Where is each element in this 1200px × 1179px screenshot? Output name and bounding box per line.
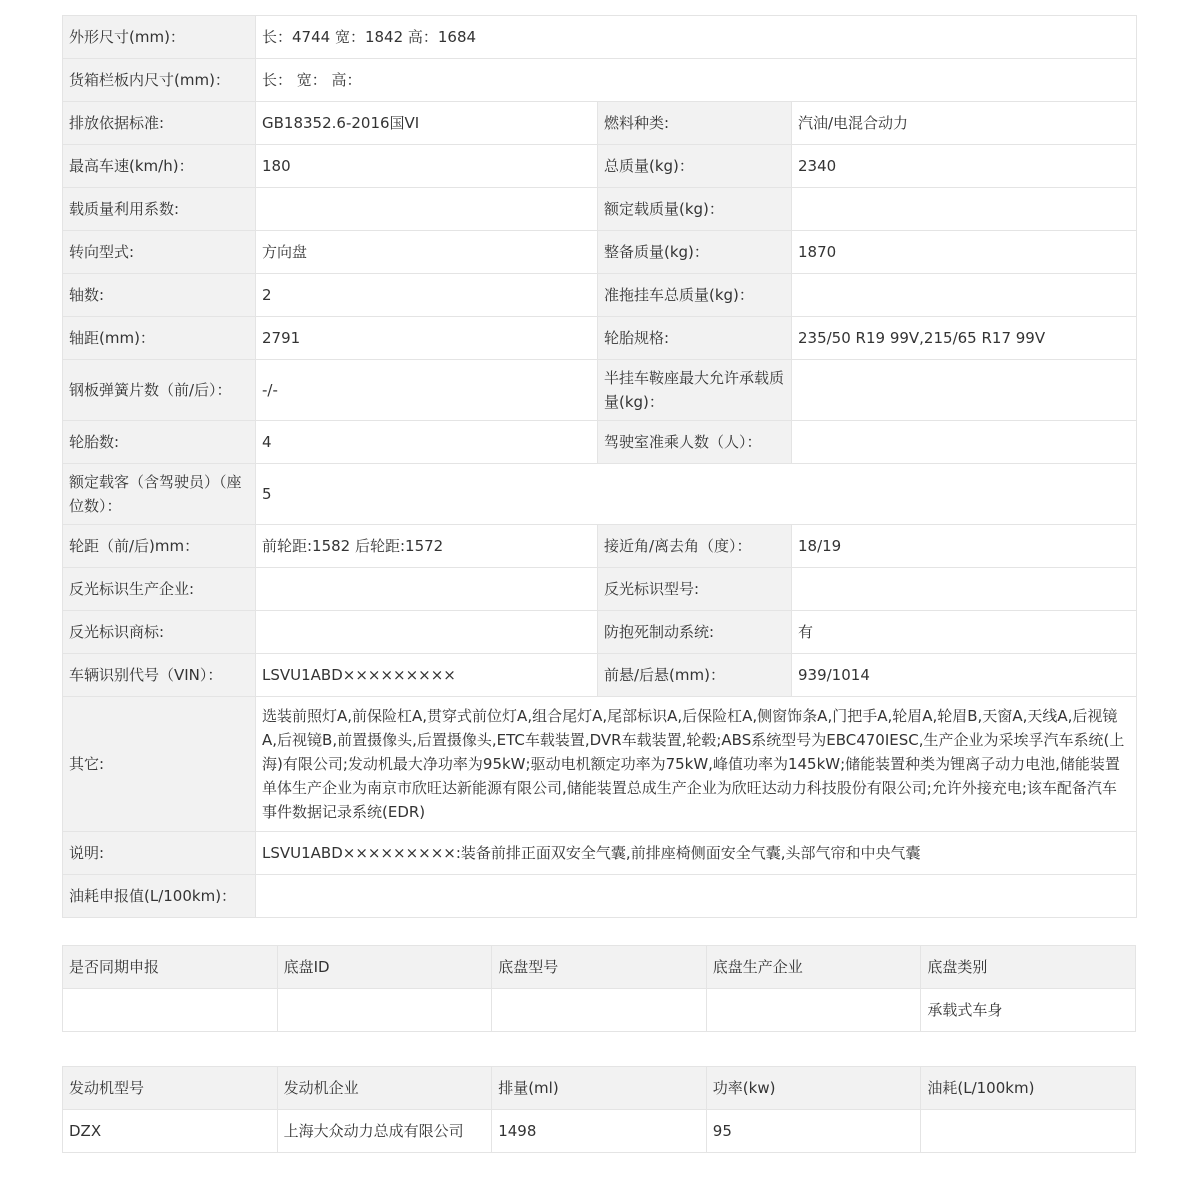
- spec-value: 2791: [256, 317, 598, 360]
- spec-row: [63, 568, 1137, 611]
- spec-label: 半挂车鞍座最大允许承载质量(kg)：: [598, 360, 792, 421]
- spec-value: 方向盘: [256, 231, 598, 274]
- column-header: 底盘ID: [277, 946, 492, 989]
- spec-value: [256, 568, 598, 611]
- table-cell: [706, 989, 921, 1032]
- spec-label: 前悬/后悬(mm)：: [598, 654, 792, 697]
- spec-label: 载质量利用系数:: [63, 188, 256, 231]
- table-row: [63, 1110, 1136, 1153]
- spec-value: [792, 188, 1137, 231]
- spec-value: 180: [256, 145, 598, 188]
- spec-row-seats: [63, 464, 1137, 525]
- spec-row: [63, 360, 1137, 421]
- column-header: 功率(kw): [706, 1067, 921, 1110]
- spec-row-cargo-box: [63, 59, 1137, 102]
- spec-label: 排放依据标准:: [63, 102, 256, 145]
- spec-value: 2340: [792, 145, 1137, 188]
- spec-value: 4: [256, 421, 598, 464]
- engine-table: [62, 1066, 1136, 1153]
- table-cell: 承载式车身: [921, 989, 1136, 1032]
- spec-row: [63, 611, 1137, 654]
- spec-value: [256, 875, 1137, 918]
- spec-value: 939/1014: [792, 654, 1137, 697]
- column-header: 底盘类别: [921, 946, 1136, 989]
- spec-value: 5: [256, 464, 1137, 525]
- spec-row-dimensions: [63, 16, 1137, 59]
- spec-label: 油耗申报值(L/100km)：: [63, 875, 256, 918]
- spec-value: LSVU1ABD×××××××××: [256, 654, 598, 697]
- spec-label: 反光标识生产企业:: [63, 568, 256, 611]
- spec-value: [256, 188, 598, 231]
- column-header: 发动机型号: [63, 1067, 278, 1110]
- spec-value: -/-: [256, 360, 598, 421]
- spec-row-other: [63, 697, 1137, 832]
- table-cell: 上海大众动力总成有限公司: [277, 1110, 492, 1153]
- spec-label: 轮胎规格:: [598, 317, 792, 360]
- spec-row: [63, 525, 1137, 568]
- column-header: 发动机企业: [277, 1067, 492, 1110]
- spec-row: [63, 317, 1137, 360]
- spec-value: [792, 274, 1137, 317]
- spec-value: [256, 611, 598, 654]
- spec-label: 总质量(kg)：: [598, 145, 792, 188]
- spec-value: [792, 568, 1137, 611]
- spec-label: 钢板弹簧片数（前/后）：: [63, 360, 256, 421]
- spec-value: 235/50 R19 99V,215/65 R17 99V: [792, 317, 1137, 360]
- spec-row: [63, 421, 1137, 464]
- table-cell: DZX: [63, 1110, 278, 1153]
- spec-label: 转向型式:: [63, 231, 256, 274]
- spec-label: 最高车速(km/h)：: [63, 145, 256, 188]
- column-header: 是否同期申报: [63, 946, 278, 989]
- table-cell: [277, 989, 492, 1032]
- table-cell: [921, 1110, 1136, 1153]
- spec-row: [63, 145, 1137, 188]
- spec-label: 额定载客（含驾驶员）（座位数）：: [63, 464, 256, 525]
- spec-value: 前轮距:1582 后轮距:1572: [256, 525, 598, 568]
- column-header: 油耗(L/100km): [921, 1067, 1136, 1110]
- spec-row: [63, 102, 1137, 145]
- spec-label: 反光标识商标:: [63, 611, 256, 654]
- spec-value: LSVU1ABD×××××××××:装备前排正面双安全气囊,前排座椅侧面安全气囊,头部气帘和中央气囊: [256, 832, 1137, 875]
- spec-value: 长：4744 宽：1842 高：1684: [256, 16, 1137, 59]
- spec-row-note: [63, 832, 1137, 875]
- table-cell: [492, 989, 707, 1032]
- spec-label: 外形尺寸(mm)：: [63, 16, 256, 59]
- table-cell: 95: [706, 1110, 921, 1153]
- spec-value: 汽油/电混合动力: [792, 102, 1137, 145]
- spec-label: 货箱栏板内尺寸(mm)：: [63, 59, 256, 102]
- spec-label: 整备质量(kg)：: [598, 231, 792, 274]
- table-row: [63, 989, 1136, 1032]
- column-header: 底盘型号: [492, 946, 707, 989]
- table-cell: 1498: [492, 1110, 707, 1153]
- table-header-row: [63, 946, 1136, 989]
- spec-label: 燃料种类:: [598, 102, 792, 145]
- spec-value: [792, 421, 1137, 464]
- spec-label: 反光标识型号:: [598, 568, 792, 611]
- spec-label: 轮距（前/后)mm：: [63, 525, 256, 568]
- spec-label: 轴数:: [63, 274, 256, 317]
- spec-label: 接近角/离去角（度）：: [598, 525, 792, 568]
- spec-label: 准拖挂车总质量(kg)：: [598, 274, 792, 317]
- spec-value: 2: [256, 274, 598, 317]
- spec-value: 1870: [792, 231, 1137, 274]
- spec-row: [63, 188, 1137, 231]
- vehicle-spec-table: [62, 15, 1137, 918]
- spec-label: 轴距(mm)：: [63, 317, 256, 360]
- spec-value: 选装前照灯A,前保险杠A,贯穿式前位灯A,组合尾灯A,尾部标识A,后保险杠A,侧窗饰条A,门把手A,轮眉A,轮眉B,天窗A,天线A,后视镜A,后视镜B,前置摄像头,后置摄像头,ETC车载装置,DVR车载装置,轮毂;ABS系统型号为EBC470IESC,生产企业为采埃孚汽车系统(上海)有限公司;发动机最大净功率为95kW;驱动电机额定功率为75kW,峰值功率为145kW;储能装置种类为锂离子动力电池,储能装置单体生产企业为南京市欣旺达新能源有限公司,储能装置总成生产企业为欣旺达动力科技股份有限公司;允许外接充电;该车配备汽车事件数据记录系统(EDR): [256, 697, 1137, 832]
- spec-value: 18/19: [792, 525, 1137, 568]
- spec-value: 有: [792, 611, 1137, 654]
- spec-row: [63, 231, 1137, 274]
- spec-row-fuel: [63, 875, 1137, 918]
- spec-label: 防抱死制动系统:: [598, 611, 792, 654]
- spec-value: GB18352.6-2016国VI: [256, 102, 598, 145]
- spec-label: 驾驶室准乘人数（人）：: [598, 421, 792, 464]
- spec-row: [63, 654, 1137, 697]
- spec-label: 车辆识别代号（VIN）：: [63, 654, 256, 697]
- column-header: 排量(ml): [492, 1067, 707, 1110]
- table-cell: [63, 989, 278, 1032]
- chassis-table: [62, 945, 1136, 1032]
- spec-label: 说明:: [63, 832, 256, 875]
- column-header: 底盘生产企业: [706, 946, 921, 989]
- spec-row: [63, 274, 1137, 317]
- spec-value: 长： 宽： 高：: [256, 59, 1137, 102]
- spec-label: 额定载质量(kg)：: [598, 188, 792, 231]
- spec-label: 轮胎数:: [63, 421, 256, 464]
- table-header-row: [63, 1067, 1136, 1110]
- spec-value: [792, 360, 1137, 421]
- spec-label: 其它:: [63, 697, 256, 832]
